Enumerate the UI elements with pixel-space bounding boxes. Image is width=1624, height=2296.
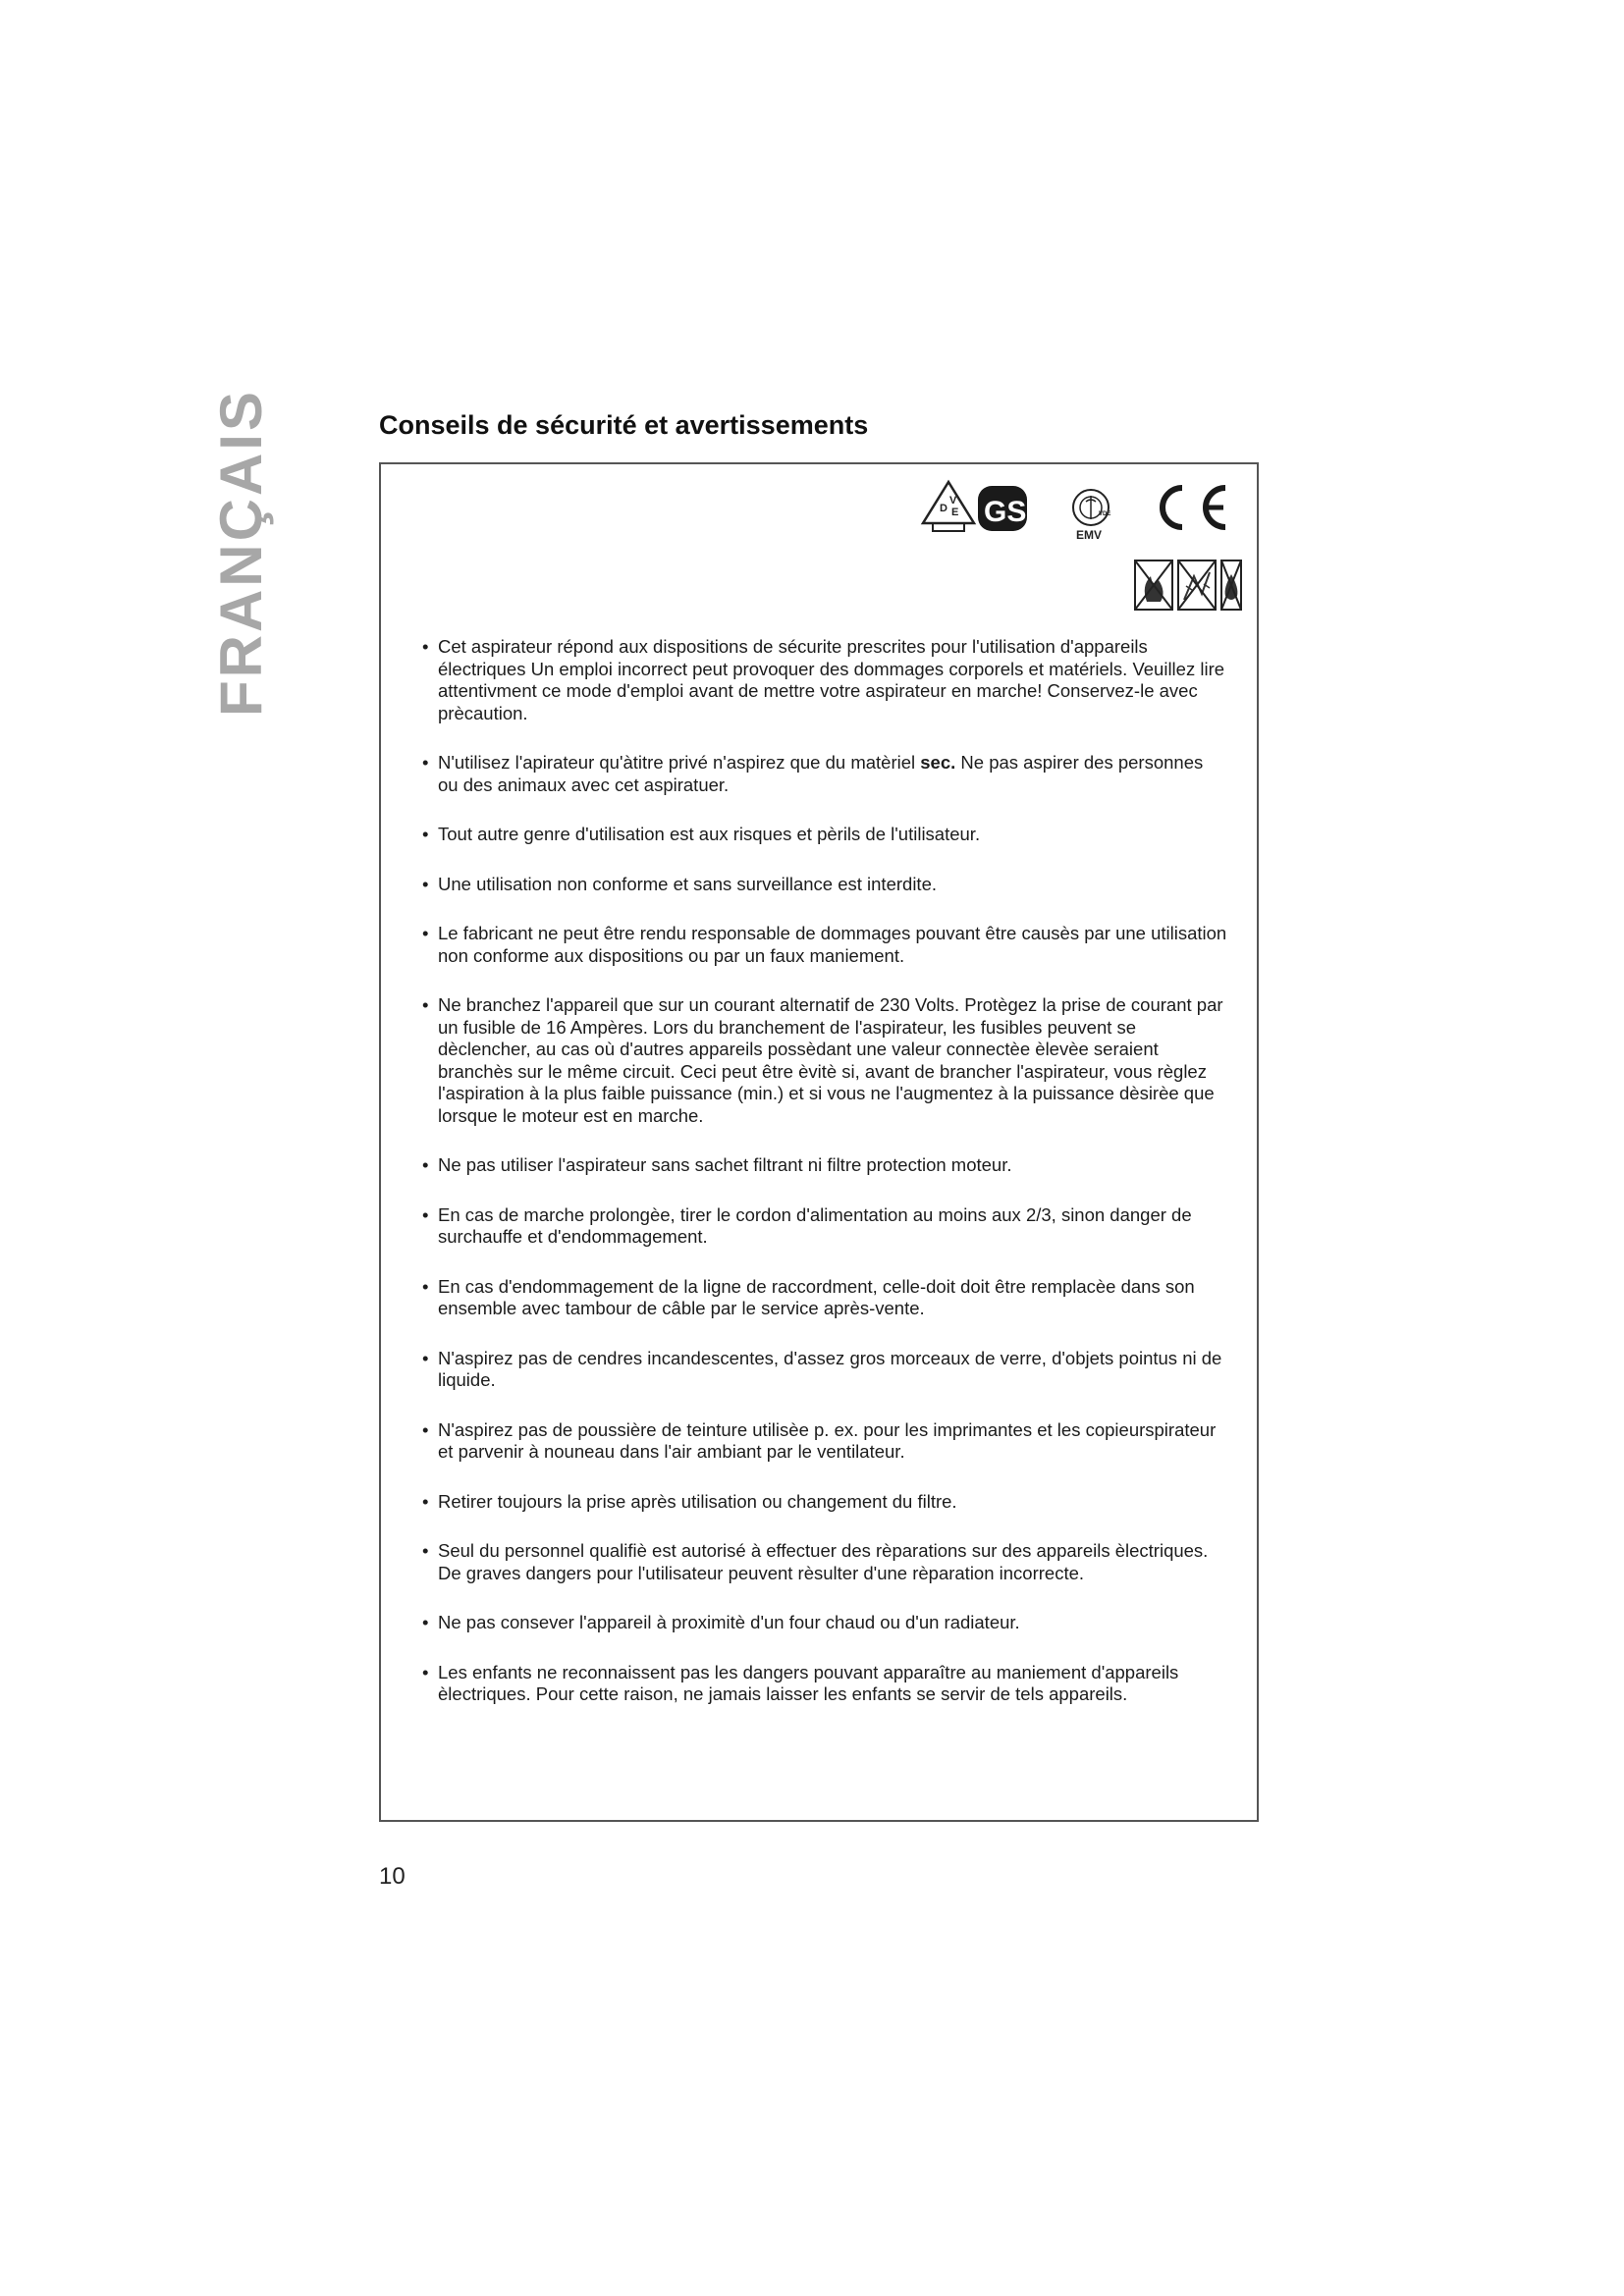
warning-item: • Ne branchez l'appareil que sur un courant alternatif de 230 Volts. Protègez la prise de courant par un fusible de 16 Ampères. Lors du branchement de l'aspirateur, les fusibles peuvent se dèclencher, au cas où d'autres appareils possèdant une valeur connectèe èlevèe seraient branchès sur le même circuit. Ceci peut être èvitè si, avant de brancher l'aspirateur, vous règlez l'aspiration à la plus faible puissance (min.) et si vous ne l'augmentez à la puissance dèsirèe que lorsque le moteur est en marche.	[422, 994, 1223, 1126]
svg-text:VDE: VDE	[1099, 511, 1111, 517]
warning-item: • Le fabricant ne peut être rendu responsable de dommages pouvant être causès par une utilisation non conforme aux dispositions ou par un faux maniement.	[422, 923, 1227, 966]
warning-item: • N'utilisez l'apirateur qu'àtitre privé n'aspirez que du matèriel sec. Ne pas aspirer des personnes ou des animaux avec cet aspiratuer.	[422, 752, 1204, 795]
bullet-icon: •	[422, 752, 429, 773]
bullet-icon: •	[422, 994, 429, 1015]
no-fire-icon	[1135, 561, 1172, 610]
svg-text:EMV: EMV	[1076, 528, 1103, 542]
no-sharp-objects-icon	[1178, 561, 1216, 610]
safety-warnings-box	[379, 462, 1259, 1822]
svg-text:V: V	[949, 495, 957, 507]
gs-mark-icon	[978, 486, 1027, 531]
vde-mark-icon	[923, 482, 974, 531]
bullet-icon: •	[422, 824, 429, 844]
warning-item: • Les enfants ne reconnaissent pas les dangers pouvant apparaître au maniement d'appareils èlectriques. Pour cette raison, ne jamais laisser les enfants se servir de tels appareils.	[422, 1661, 1179, 1704]
bullet-icon: •	[422, 1540, 429, 1561]
warning-item: • N'aspirez pas de poussière de teinture utilisèe p. ex. pour les imprimantes et les copieurspirateur et parvenir à nouneau dans l'air ambiant par le ventilateur.	[422, 1418, 1217, 1462]
bullet-icon: •	[422, 1612, 429, 1632]
svg-text:D: D	[940, 503, 947, 514]
warning-item: • En cas d'endommagement de la ligne de raccordment, celle-doit doit être remplacèe dans son ensemble avec tambour de câble par le service après-vente.	[422, 1275, 1195, 1318]
bullet-icon: •	[422, 1418, 429, 1440]
warning-item: • N'aspirez pas de cendres incandescentes, d'assez gros morceaux de verre, d'objets pointus ni de liquide.	[422, 1347, 1222, 1390]
warning-item: • Seul du personnel qualifiè est autorisé à effectuer des rèparations sur des appareils èlectriques. De graves dangers pour l'utilisateur peuvent rèsulter d'une rèparation incorrecte.	[422, 1540, 1209, 1583]
warning-item: • Une utilisation non conforme et sans surveillance est interdite.	[422, 873, 937, 894]
svg-text:E: E	[951, 507, 959, 518]
warning-item: • Cet aspirateur répond aux dispositions de sécurite prescrites pour l'utilisation d'appareils électriques Un emploi incorrect peut provoquer des dommages corporels et matériels. Veuillez lire attentivment ce mode d'emploi avant de mettre votre aspirateur en marche! Conservez-le avec prècaution.	[422, 636, 1225, 723]
warning-item: • Ne pas consever l'appareil à proximitè d'un four chaud ou d'un radiateur.	[422, 1612, 1020, 1632]
bullet-icon: •	[422, 1154, 429, 1175]
warning-item: • Tout autre genre d'utilisation est aux risques et pèrils de l'utilisateur.	[422, 824, 981, 844]
bullet-icon: •	[422, 923, 429, 943]
svg-text:GS: GS	[984, 496, 1027, 528]
warning-item: • Retirer toujours la prise après utilisation ou changement du filtre.	[422, 1490, 957, 1512]
no-liquid-icon	[1221, 561, 1241, 610]
bullet-icon: •	[422, 873, 429, 894]
page-title: Conseils de sécurité et avertissements	[379, 410, 869, 440]
page-number: 10	[379, 1863, 406, 1890]
bullet-icon: •	[422, 1203, 429, 1225]
vde-emv-mark-icon	[1073, 490, 1110, 542]
ce-mark-icon	[1163, 488, 1225, 527]
bullet-icon: •	[422, 1275, 429, 1297]
bullet-icon: •	[422, 1490, 429, 1512]
warning-item: • En cas de marche prolongèe, tirer le cordon d'alimentation au moins aux 2/3, sinon danger de surchauffe et d'endommagement.	[422, 1203, 1192, 1247]
language-side-label: FRANÇAIS	[208, 389, 274, 717]
bullet-icon: •	[422, 1661, 429, 1682]
certification-logos	[919, 478, 1243, 615]
warnings-list	[381, 636, 1257, 1734]
warning-item: • Ne pas utiliser l'aspirateur sans sachet filtrant ni filtre protection moteur.	[422, 1154, 1012, 1175]
bullet-icon: •	[422, 1347, 429, 1368]
bullet-icon: •	[422, 636, 429, 657]
certification-marks-graphic	[919, 478, 1243, 615]
